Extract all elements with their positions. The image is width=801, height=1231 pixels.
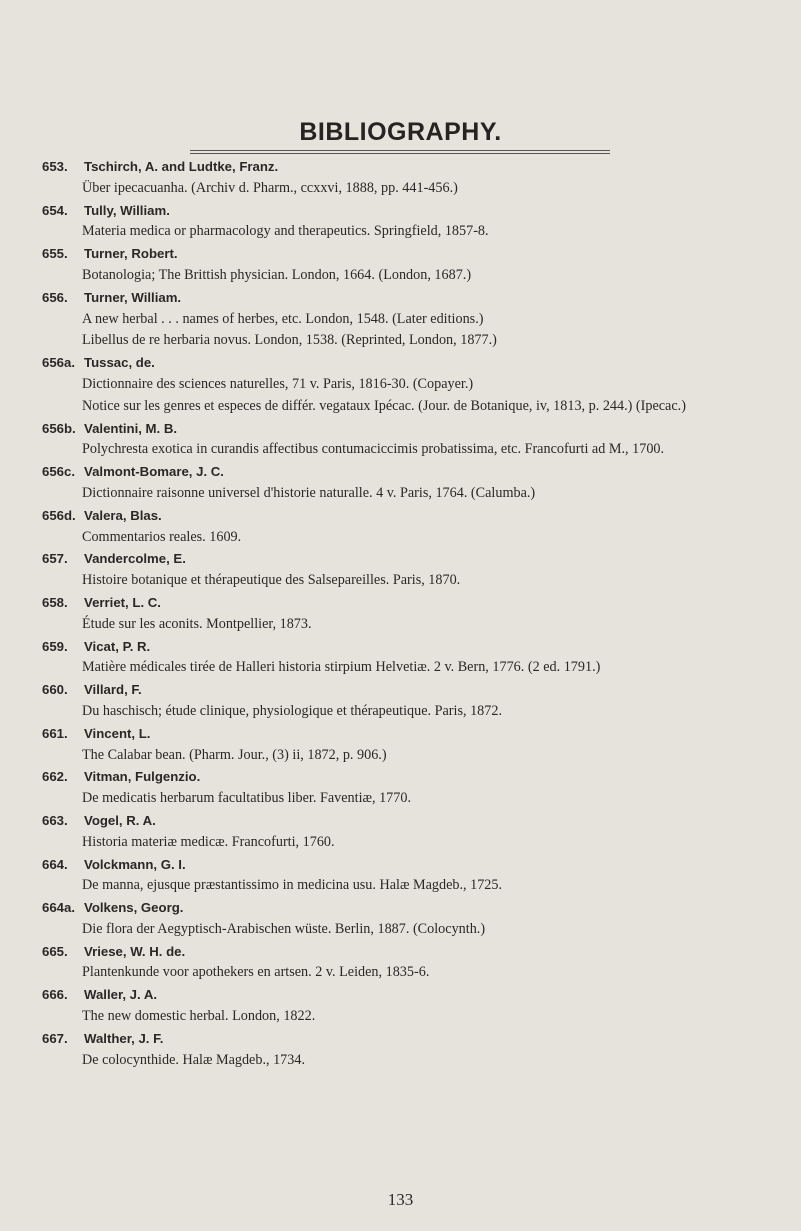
entry-number: 662. xyxy=(42,769,68,785)
entry-citation: Du haschisch; étude clinique, physiologique et thérapeutique. Paris, 1872. xyxy=(82,702,503,719)
entry-heading xyxy=(0,1028,801,1050)
entry-author: Turner, Robert. xyxy=(84,246,178,262)
entry-author: Vicat, P. R. xyxy=(84,638,151,654)
entry-citation: Polychresta exotica in curandis affectibus contumaciccimis probatissima, etc. Francofurti ad M., 1700. xyxy=(82,441,665,458)
entry-citation: Notice sur les genres et especes de différ. vegataux Ipécac. (Jour. de Botanique, iv, 1813, p. 244.) (Ipecac.) xyxy=(82,397,686,414)
entry-number: 653. xyxy=(42,159,68,174)
entry-number: 661. xyxy=(42,725,68,741)
entry-author: Tschirch, A. and Ludtke, Franz. xyxy=(84,159,279,174)
entry-number: 656b. xyxy=(42,420,76,436)
entry-heading xyxy=(0,766,801,788)
entry-author: Turner, William. xyxy=(84,289,182,305)
entry-author: Valentini, M. B. xyxy=(84,420,178,436)
bibliography-list xyxy=(0,156,801,1071)
bibliography-entry xyxy=(0,352,801,417)
entry-citation: Dictionnaire raisonne universel d'historie naturalle. 4 v. Paris, 1764. (Calumba.) xyxy=(82,484,536,501)
entry-heading xyxy=(0,548,801,570)
bibliography-entry xyxy=(0,766,801,810)
bibliography-entry xyxy=(0,505,801,549)
entry-citation: De colocynthide. Halæ Magdeb., 1734. xyxy=(82,1051,306,1068)
title-rule-bottom xyxy=(190,153,610,154)
entry-number: 663. xyxy=(42,812,68,828)
entry-citation: Die flora der Aegyptisch-Arabischen wüste. Berlin, 1887. (Colocynth.) xyxy=(82,920,486,937)
entry-author: Waller, J. A. xyxy=(84,987,158,1003)
entry-citation: The Calabar bean. (Pharm. Jour., (3) ii, 1872, p. 906.) xyxy=(82,746,387,763)
bibliography-entry xyxy=(0,243,801,287)
entry-citation: Matière médicales tirée de Halleri historia stirpium Helvetiæ. 2 v. Bern, 1776. (2 ed. 1791.) xyxy=(82,659,601,676)
entry-number: 660. xyxy=(42,682,68,698)
entry-citation: De medicatis herbarum facultatibus liber. Faventiæ, 1770. xyxy=(82,790,411,807)
entry-author: Vincent, L. xyxy=(84,725,151,741)
entry-heading xyxy=(0,287,801,309)
bibliography-entry xyxy=(0,679,801,723)
entry-number: 656a. xyxy=(42,355,76,371)
bibliography-entry xyxy=(0,592,801,636)
entry-citation: Über ipecacuanha. (Archiv d. Pharm., ccxxvi, 1888, pp. 441-456.) xyxy=(82,179,458,196)
entry-author: Verriet, L. C. xyxy=(84,594,161,610)
title-rule-top xyxy=(190,150,610,151)
entry-citation: Dictionnaire des sciences naturelles, 71 v. Paris, 1816-30. (Copayer.) xyxy=(82,375,474,392)
bibliography-entry xyxy=(0,156,801,200)
entry-heading xyxy=(0,810,801,832)
entry-citation: Materia medica or pharmacology and therapeutics. Springfield, 1857-8. xyxy=(82,223,489,240)
entry-heading xyxy=(0,200,801,222)
entry-citation: Étude sur les aconits. Montpellier, 1873. xyxy=(82,615,312,632)
entry-number: 654. xyxy=(42,202,68,218)
entry-author: Volckmann, G. I. xyxy=(84,856,186,872)
page-number: 133 xyxy=(387,1190,414,1209)
entry-number: 658. xyxy=(42,594,68,610)
entry-number: 656. xyxy=(42,289,68,305)
bibliography-entry xyxy=(0,984,801,1028)
entry-heading xyxy=(0,592,801,614)
entry-citation: Plantenkunde voor apothekers en artsen. 2 v. Leiden, 1835-6. xyxy=(82,964,430,981)
entry-heading xyxy=(0,418,801,440)
bibliography-entry xyxy=(0,1028,801,1072)
entry-number: 655. xyxy=(42,246,68,262)
entry-author: Vandercolme, E. xyxy=(84,551,186,567)
entry-heading xyxy=(0,984,801,1006)
entry-author: Valera, Blas. xyxy=(84,507,162,523)
entry-number: 664. xyxy=(42,856,68,872)
entry-number: 667. xyxy=(42,1030,68,1046)
entry-citation: The new domestic herbal. London, 1822. xyxy=(82,1008,316,1025)
entry-author: Tully, William. xyxy=(84,202,170,218)
entry-citation: Historia materiæ medicæ. Francofurti, 1760. xyxy=(82,833,335,850)
entry-heading xyxy=(0,156,801,178)
entry-number: 656c. xyxy=(42,464,76,480)
entry-heading xyxy=(0,723,801,745)
entry-heading xyxy=(0,897,801,919)
entry-heading xyxy=(0,941,801,963)
entry-heading xyxy=(0,243,801,265)
entry-author: Valmont-Bomare, J. C. xyxy=(84,464,224,480)
entry-citation: Botanologia; The Brittish physician. London, 1664. (London, 1687.) xyxy=(82,266,472,283)
entry-author: Vitman, Fulgenzio. xyxy=(84,769,201,785)
entry-author: Vogel, R. A. xyxy=(84,812,156,828)
bibliography-entry xyxy=(0,636,801,680)
entry-author: Walther, J. F. xyxy=(84,1030,164,1046)
bibliography-entry xyxy=(0,723,801,767)
entry-heading xyxy=(0,636,801,658)
entry-heading xyxy=(0,352,801,374)
entry-number: 659. xyxy=(42,638,68,654)
bibliography-entry xyxy=(0,810,801,854)
entry-number: 666. xyxy=(42,987,68,1003)
entry-author: Tussac, de. xyxy=(84,355,155,371)
entry-number: 656d. xyxy=(42,507,76,523)
entry-citation: Histoire botanique et thérapeutique des Salsepareilles. Paris, 1870. xyxy=(82,572,461,589)
entry-author: Villard, F. xyxy=(84,682,142,698)
entry-heading xyxy=(0,505,801,527)
entry-heading xyxy=(0,854,801,876)
bibliography-entry xyxy=(0,941,801,985)
entry-citation: Libellus de re herbaria novus. London, 1538. (Reprinted, London, 1877.) xyxy=(82,332,497,349)
entry-number: 665. xyxy=(42,943,68,959)
page-title: BIBLIOGRAPHY. xyxy=(299,118,502,146)
bibliography-entry xyxy=(0,461,801,505)
bibliography-entry xyxy=(0,287,801,352)
entry-heading xyxy=(0,679,801,701)
entry-author: Volkens, Georg. xyxy=(84,900,184,916)
bibliography-entry xyxy=(0,418,801,462)
entry-heading xyxy=(0,461,801,483)
entry-number: 664a. xyxy=(42,900,76,916)
bibliography-entry xyxy=(0,548,801,592)
entry-number: 657. xyxy=(42,551,68,567)
entry-author: Vriese, W. H. de. xyxy=(84,943,186,959)
bibliography-entry xyxy=(0,897,801,941)
bibliography-entry xyxy=(0,200,801,244)
entry-citation: Commentarios reales. 1609. xyxy=(82,528,242,545)
entry-citation: A new herbal . . . names of herbes, etc. London, 1548. (Later editions.) xyxy=(82,310,484,327)
entry-citation: De manna, ejusque præstantissimo in medicina usu. Halæ Magdeb., 1725. xyxy=(82,877,503,894)
bibliography-entry xyxy=(0,854,801,898)
